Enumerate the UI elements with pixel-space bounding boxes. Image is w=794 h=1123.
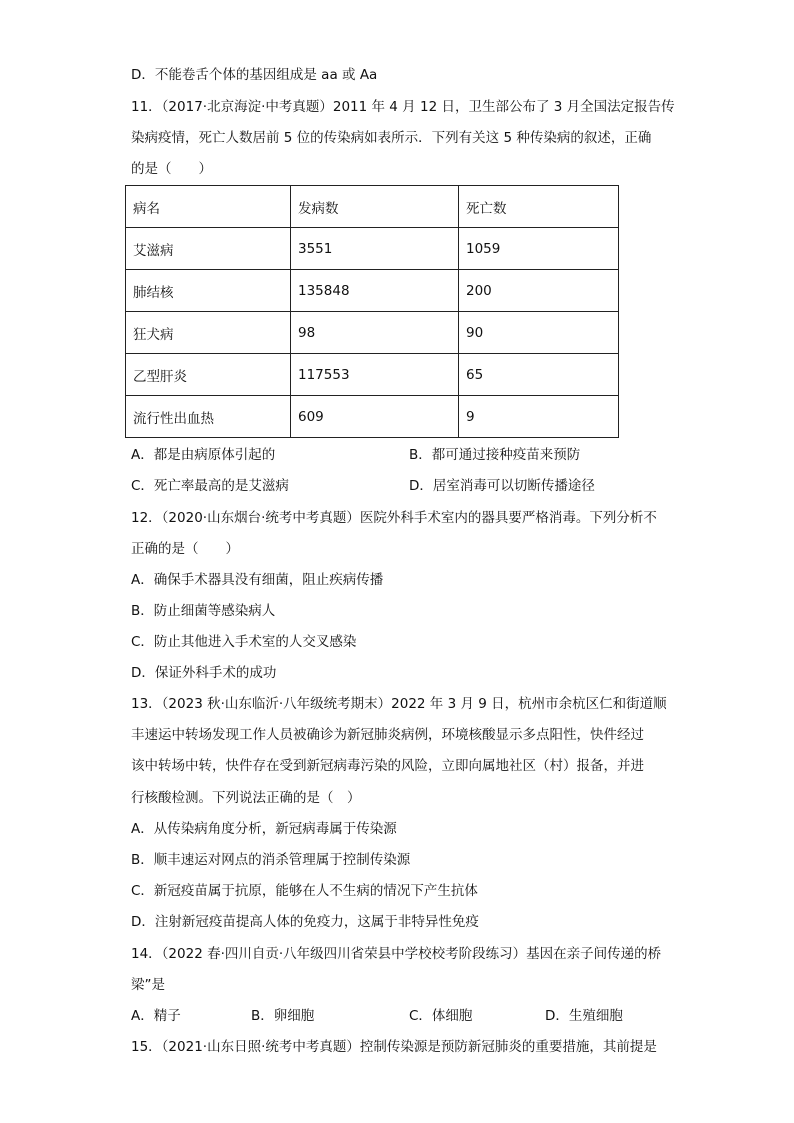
table-row	[126, 396, 619, 438]
table-cell: 乙型肝炎	[126, 354, 291, 396]
table-cell: 1059	[459, 228, 619, 270]
q11-option-b: B．都可通过接种疫苗来预防	[409, 447, 581, 463]
q11-option-c: C．死亡率最高的是艾滋病	[131, 478, 289, 494]
table-cell: 90	[459, 312, 619, 354]
q11-option-d: D．居室消毒可以切断传播途径	[409, 478, 595, 494]
table-header-cell: 病名	[126, 186, 291, 228]
table-cell: 65	[459, 354, 619, 396]
q13-stem-line2: 丰速运中转场发现工作人员被确诊为新冠肺炎病例，环境核酸显示多点阳性，快件经过	[131, 727, 644, 743]
table-row	[126, 228, 619, 270]
table-header-cell: 死亡数	[459, 186, 619, 228]
q14-stem-line1: 14．（2022 春·四川自贡·八年级四川省荣县中学校校考阶段练习）基因在亲子间传递的桥	[131, 946, 662, 962]
table-header-cell: 发病数	[291, 186, 459, 228]
q14-option-d: D．生殖细胞	[545, 1008, 623, 1024]
q11-stem-line1: 11．（2017·北京海淀·中考真题）2011 年 4 月 12 日，卫生部公布了 3 月全国法定报告传	[131, 99, 675, 115]
table-cell: 3551	[291, 228, 459, 270]
table-cell: 艾滋病	[126, 228, 291, 270]
table-cell: 98	[291, 312, 459, 354]
q15-stem-line1: 15．（2021·山东日照·统考中考真题）控制传染源是预防新冠肺炎的重要措施，其前提是	[131, 1039, 657, 1055]
table-row	[126, 354, 619, 396]
table-header-row	[126, 186, 619, 228]
disease-table	[125, 185, 619, 438]
q13-option-c: C．新冠疫苗属于抗原，能够在人不生病的情况下产生抗体	[131, 883, 478, 899]
q11-stem-line2: 染病疫情，死亡人数居前 5 位的传染病如表所示．下列有关这 5 种传染病的叙述，正确	[131, 130, 652, 146]
q11-option-a: A．都是由病原体引起的	[131, 447, 276, 463]
q10-option-d: D．不能卷舌个体的基因组成是 aa 或 Aa	[131, 67, 378, 83]
table-cell: 117553	[291, 354, 459, 396]
table-cell: 狂犬病	[126, 312, 291, 354]
table-cell: 9	[459, 396, 619, 438]
q14-stem-line2: 梁”是	[131, 977, 165, 993]
table-cell: 135848	[291, 270, 459, 312]
q13-option-b: B．顺丰速运对网点的消杀管理属于控制传染源	[131, 852, 411, 868]
q12-option-d: D．保证外科手术的成功	[131, 665, 277, 681]
q13-option-a: A．从传染病角度分析，新冠病毒属于传染源	[131, 821, 397, 837]
q12-stem-line2: 正确的是（ ）	[131, 541, 239, 557]
table-cell: 流行性出血热	[126, 396, 291, 438]
table-row	[126, 312, 619, 354]
q13-stem-line4: 行核酸检测。下列说法正确的是（ ）	[131, 790, 361, 806]
table-cell: 609	[291, 396, 459, 438]
q14-option-b: B．卵细胞	[251, 1008, 315, 1024]
table-row	[126, 270, 619, 312]
q13-stem-line1: 13．（2023 秋·山东临沂·八年级统考期末）2022 年 3 月 9 日，杭州市余杭区仁和街道顺	[131, 696, 667, 712]
q12-option-b: B．防止细菌等感染病人	[131, 603, 276, 619]
q14-option-c: C．体细胞	[409, 1008, 473, 1024]
q12-stem-line1: 12．（2020·山东烟台·统考中考真题）医院外科手术室内的器具要严格消毒。下列分析不	[131, 510, 657, 526]
q12-option-a: A．确保手术器具没有细菌，阻止疾病传播	[131, 572, 384, 588]
q13-option-d: D．注射新冠疫苗提高人体的免疫力，这属于非特异性免疫	[131, 914, 479, 930]
q14-option-a: A．精子	[131, 1008, 181, 1024]
q11-stem-line3: 的是（ ）	[131, 161, 212, 177]
table-cell: 肺结核	[126, 270, 291, 312]
q12-option-c: C．防止其他进入手术室的人交叉感染	[131, 634, 357, 650]
q13-stem-line3: 该中转场中转，快件存在受到新冠病毒污染的风险，立即向属地社区（村）报备，并进	[131, 758, 644, 774]
table-cell: 200	[459, 270, 619, 312]
